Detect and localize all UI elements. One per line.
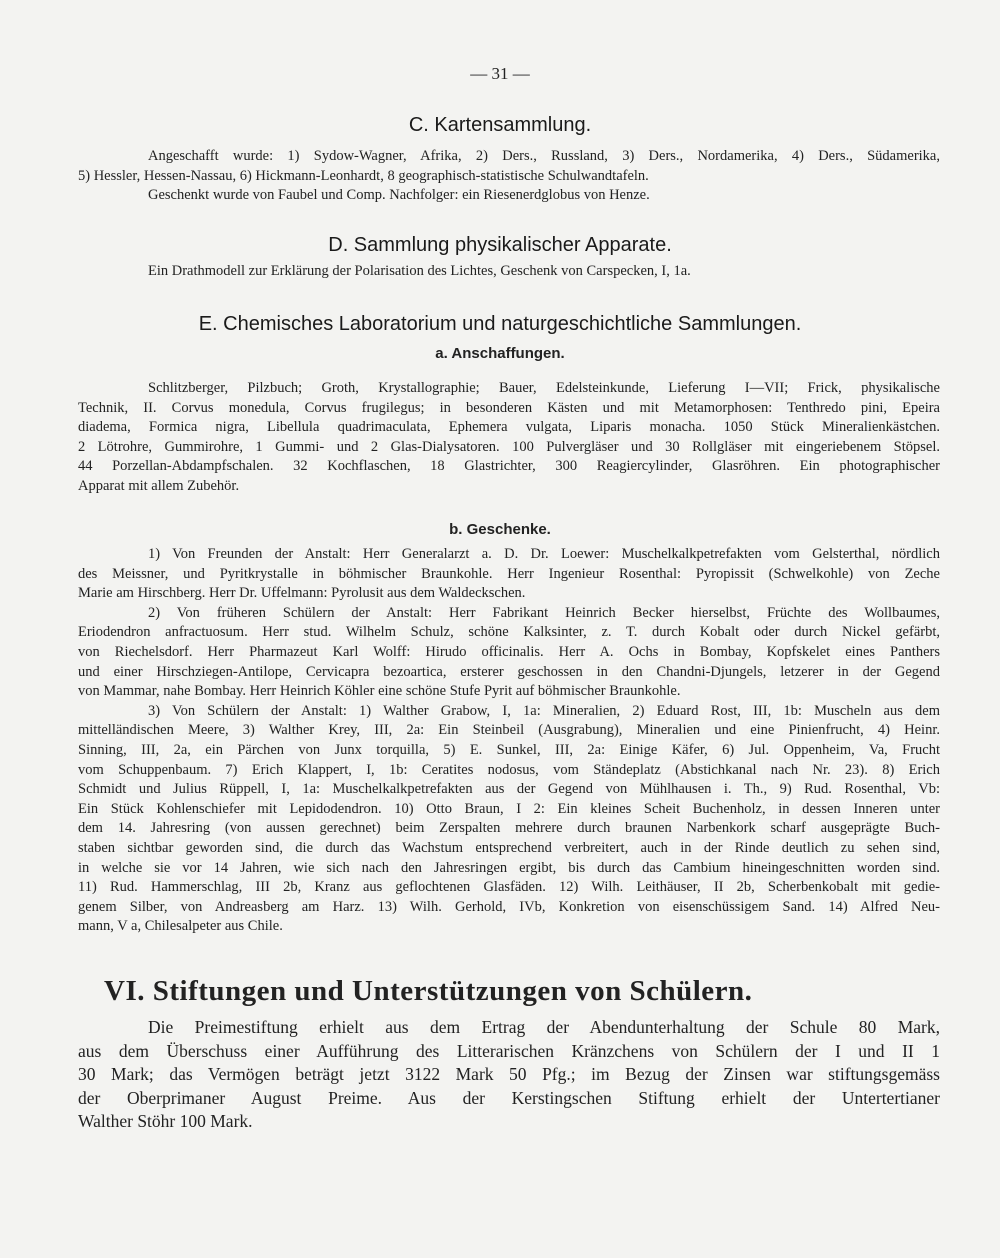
- text-line: vom Schuppenbaum. 7) Erich Klappert, I, 1b: Ceratites nodosus, vom Ständeplatz (Abstichkanal nach Nr. 23). 8) Erich: [78, 761, 940, 778]
- subsection-a-heading: a. Anschaffungen.: [435, 345, 565, 362]
- text-line: Schmidt und Julius Rüppell, I, 1a: Muschelkalkpetrefakten aus der Gegend von Mühlhausen i. Th., 9) Rud. Rosenthal, Vb:: [78, 781, 940, 798]
- text-line: 2 Lötrohre, Gummirohre, 1 Gummi- und 2 Glas-Dialysatoren. 100 Pulvergläser und 30 Rollgläser mit eingeriebenem Stöpsel.: [78, 438, 940, 455]
- text-line: genem Silber, von Andreasberg am Harz. 13) Wilh. Gerhold, IVb, Konkretion von eisenschüssigem Sand. 14) Alfred Neu-: [78, 898, 940, 915]
- text-line: des Meissner, und Pyritkrystalle in böhmischer Braunkohle. Herr Ingenieur Rosenthal: Pyropissit (Schwelkohle) von Zeche: [78, 565, 940, 582]
- text-line: Ein Drathmodell zur Erklärung der Polarisation des Lichtes, Geschenk von Carspecken, I, 1a.: [148, 263, 691, 279]
- section-e-heading: E. Chemisches Laboratorium und naturgeschichtliche Sammlungen.: [198, 313, 802, 335]
- text-line: Die Preimestiftung erhielt aus dem Ertrag der Abendunterhaltung der Schule 80 Mark,: [148, 1017, 940, 1037]
- text-line: 2) Von früheren Schülern der Anstalt: Herr Fabrikant Heinrich Becker hierselbst, Früchte des Wollbaumes,: [148, 604, 940, 621]
- text-line: diadema, Formica nigra, Libellula quadrimaculata, Ephemera vulgata, Liparis monacha. 1050 Stück Mineralienkästchen.: [78, 419, 940, 436]
- text-line: 3) Von Schülern der Anstalt: 1) Walther Grabow, I, 1a: Mineralien, 2) Eduard Rost, III, 1b: Muscheln aus dem: [148, 702, 940, 719]
- text-line: in welche sie vor 14 Jahren, wie sich nach den Jahresringen ergibt, bis durch das Cambium hineingeschnitten worden sind.: [78, 859, 940, 876]
- text-line: Eriodendron anfractuosum. Herr stud. Wilhelm Schulz, schöne Kalksinter, z. T. durch Kobalt oder durch Nickel gefärbt,: [78, 624, 940, 641]
- text-line: Ein Stück Kohlenschiefer mit Lepidodendron. 10) Otto Braun, I 2: Ein kleines Scheit Buchenholz, in dessen Inneren unter: [78, 800, 940, 817]
- subsection-b-heading: b. Geschenke.: [449, 521, 551, 538]
- text-line: von Riechelsdorf. Herr Pharmazeut Karl Wolff: Hirudo officinalis. Herr A. Ochs in Bombay, Kopfskelet eines Panthers: [78, 643, 940, 660]
- text-line: Angeschafft wurde: 1) Sydow-Wagner, Afrika, 2) Ders., Russland, 3) Ders., Nordamerika, 4) Ders., Südamerika,: [148, 148, 940, 164]
- subsection-b-body: [78, 545, 940, 937]
- section-d-heading: D. Sammlung physikalischer Apparate.: [328, 234, 672, 256]
- section-d-body: [78, 262, 940, 282]
- text-line: Sinning, III, 2a, ein Pärchen von Junx torquilla, 5) E. Sunkel, III, 2a: Einige Käfer, 6) Jul. Oppenheim, Va, Frucht: [78, 741, 940, 758]
- text-line: mittelländischen Meere, 3) Walther Krey, III, 2a: Ein Steinbeil (Ausgrabung), Mineralien und eine Pinienfrucht, 4) Heinr.: [78, 722, 940, 739]
- text-line: Marie am Hirschberg. Herr Dr. Uffelmann: Pyrolusit aus dem Waldeckschen.: [78, 585, 526, 602]
- text-line: und einer Hirschziegen-Antilope, Cervicapra bezoartica, ersterer geschossen in den Chandni-Djungels, letzerer in der Gegend: [78, 663, 940, 680]
- text-line: 5) Hessler, Hessen-Nassau, 6) Hickmann-Leonhardt, 8 geographisch-statistische Schulwandtafeln.: [78, 167, 649, 184]
- subsection-a-body: [78, 379, 940, 497]
- text-line: 1) Von Freunden der Anstalt: Herr Generalarzt a. D. Dr. Loewer: Muschelkalkpetrefakten vom Gelsterthal, nördlich: [148, 546, 940, 562]
- text-line: dem 14. Jahresring (von aussen gerechnet) beim Zerspalten mehrere durch braunen Narbenkork scharf ausgeprägte Buch-: [78, 820, 940, 837]
- text-line: 44 Porzellan-Abdampfschalen. 32 Kochflaschen, 18 Glastrichter, 300 Reagiercylinder, Glasröhren. Ein photographischer: [78, 458, 940, 475]
- text-line: mann, V a, Chilesalpeter aus Chile.: [78, 918, 283, 935]
- text-line: Apparat mit allem Zubehör.: [78, 477, 240, 494]
- text-line: von Mammar, nahe Bombay. Herr Heinrich Köhler eine schöne Stufe Pyrit auf böhmischer Braunkohle.: [78, 683, 681, 700]
- text-line: staben sichtbar geworden sind, die durch das Wachstum entsprechend verbreitert, auch in der Rinde deutlich zu sehen sind,: [78, 839, 940, 856]
- text-line: der Oberprimaner August Preime. Aus der Kerstingschen Stiftung erhielt der Untertertianer: [78, 1087, 940, 1108]
- text-line: Technik, II. Corvus monedula, Corvus frugilegus; in besonderen Kästen und mit Metamorphosen: Tenthredo pini, Epeira: [78, 399, 940, 416]
- text-line: Walther Stöhr 100 Mark.: [78, 1111, 253, 1131]
- text-line: aus dem Überschuss einer Aufführung des Litterarischen Kränzchens von Schülern der I und II 1: [78, 1040, 940, 1061]
- section-c-heading: C. Kartensammlung.: [408, 114, 592, 136]
- text-line: 11) Rud. Hammerschlag, III 2b, Kranz aus geflochtenen Glasfäden. 12) Wilh. Leithäuser, II 2b, Scherbenkobalt mit gedie-: [78, 879, 940, 896]
- page-number: — 31 —: [470, 64, 530, 83]
- section-vi-body: [78, 1016, 940, 1134]
- text-line: 30 Mark; das Vermögen beträgt jetzt 3122 Mark 50 Pfg.; im Bezug der Zinsen war stiftungsgemäss: [78, 1064, 940, 1084]
- text-line: Geschenkt wurde von Faubel und Comp. Nachfolger: ein Riesenerdglobus von Henze.: [148, 187, 650, 204]
- section-vi-heading: VI. Stiftungen und Unterstützungen von Schülern.: [104, 975, 753, 1007]
- section-c-body: [78, 147, 940, 206]
- text-line: Schlitzberger, Pilzbuch; Groth, Krystallographie; Bauer, Edelsteinkunde, Lieferung I—VII; Frick, physikalische: [148, 380, 940, 396]
